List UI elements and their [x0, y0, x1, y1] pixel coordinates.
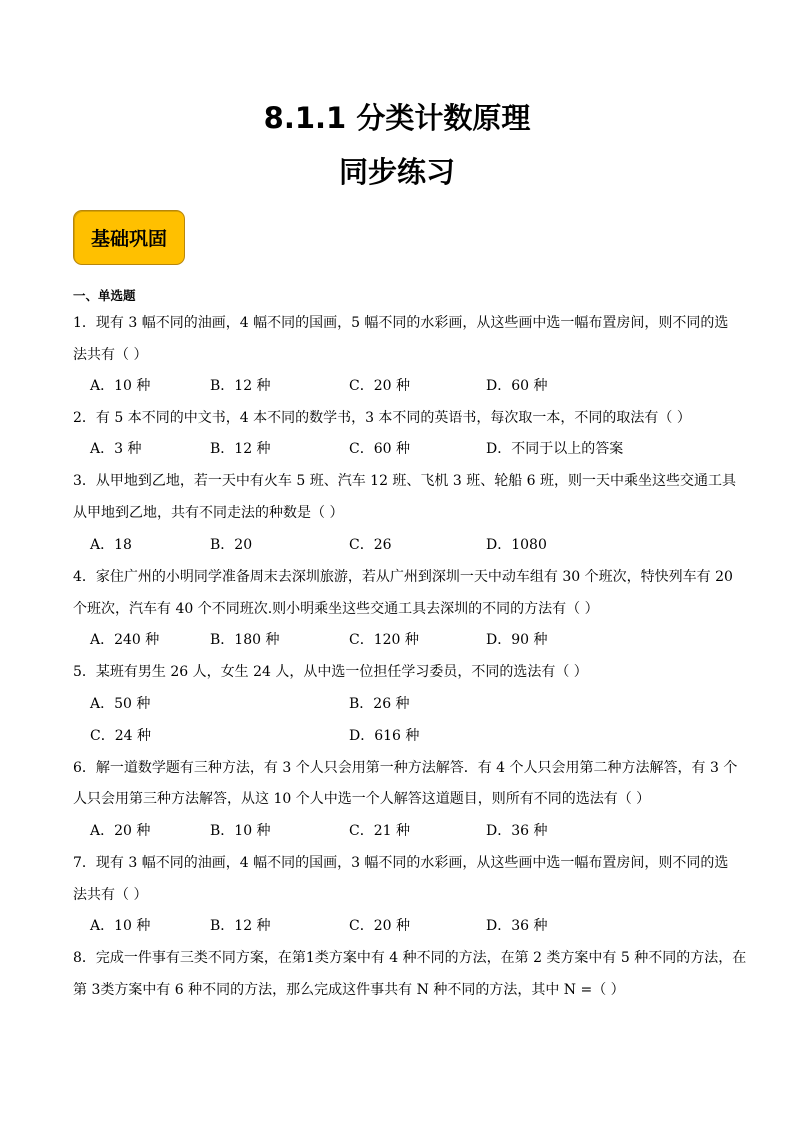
question-7-option-c: C．20 种: [349, 918, 410, 934]
question-1-option-a: A．10 种: [90, 378, 151, 394]
question-3-option-d: D．1080: [486, 537, 547, 553]
question-1-option-c: C．20 种: [349, 378, 410, 394]
question-3-line-1: 3．从甲地到乙地，若一天中有火车 5 班、汽车 12 班、飞机 3 班、轮船 6 班，则一天中乘坐这些交通工具: [73, 473, 737, 489]
question-3-option-a: A．18: [90, 537, 132, 553]
question-4-option-c: C．120 种: [349, 632, 419, 648]
question-2-option-c: C．60 种: [349, 441, 410, 457]
page-subtitle: 同步练习: [338, 155, 455, 189]
page-title: 8.1.1 分类计数原理: [263, 101, 531, 135]
question-1-option-b: B．12 种: [210, 378, 271, 394]
question-4-line-2: 个班次，汽车有 40 个不同班次.则小明乘坐这些交通工具去深圳的不同的方法有（ ）: [73, 601, 599, 617]
question-2-line-1: 2．有 5 本不同的中文书，4 本不同的数学书，3 本不同的英语书，每次取一本，不同的取法有（ ）: [73, 410, 691, 426]
question-7-line-1: 7．现有 3 幅不同的油画，4 幅不同的国画，3 幅不同的水彩画，从这些画中选一幅布置房间，则不同的选: [73, 855, 729, 871]
question-4-option-d: D．90 种: [486, 632, 548, 648]
question-8-line-1: 8．完成一件事有三类不同方案，在第1类方案中有 4 种不同的方法，在第 2 类方案中有 5 种不同的方法，在: [73, 950, 747, 966]
question-1-line-2: 法共有（ ）: [73, 347, 148, 363]
question-6-option-b: B．10 种: [210, 823, 271, 839]
question-5-line-1: 5．某班有男生 26 人，女生 24 人，从中选一位担任学习委员，不同的选法有（ ）: [73, 664, 588, 680]
question-5-option-c: C．24 种: [90, 728, 151, 744]
question-3-option-c: C．26: [349, 537, 392, 553]
question-7-option-d: D．36 种: [486, 918, 548, 934]
question-6-line-2: 人只会用第三种方法解答，从这 10 个人中选一个人解答这道题目，则所有不同的选法有（ ）: [73, 791, 651, 807]
question-4-option-b: B．180 种: [210, 632, 280, 648]
question-7-option-b: B．12 种: [210, 918, 271, 934]
question-6-line-1: 6．解一道数学题有三种方法，有 3 个人只会用第一种方法解答．有 4 个人只会用第二种方法解答，有 3 个: [73, 760, 738, 776]
question-5-option-b: B．26 种: [349, 696, 410, 712]
question-1-option-d: D．60 种: [486, 378, 548, 394]
question-3-line-2: 从甲地到乙地，共有不同走法的种数是（ ）: [73, 505, 344, 521]
section-badge: 基础巩固: [73, 210, 185, 265]
question-6-option-c: C．21 种: [349, 823, 410, 839]
question-3-option-b: B．20: [210, 537, 253, 553]
question-4-line-1: 4．家住广州的小明同学准备周末去深圳旅游，若从广州到深圳一天中动车组有 30 个班次，特快列车有 20: [73, 569, 733, 585]
question-7-line-2: 法共有（ ）: [73, 887, 148, 903]
question-2-option-b: B．12 种: [210, 441, 271, 457]
question-7-option-a: A．10 种: [90, 918, 151, 934]
question-8-line-2: 第 3类方案中有 6 种不同的方法，那么完成这件事共有 N 种不同的方法，其中 N =（ ）: [73, 982, 625, 998]
section-heading: 一、单选题: [73, 288, 136, 303]
question-6-option-a: A．20 种: [90, 823, 151, 839]
question-2-option-d: D．不同于以上的答案: [486, 441, 624, 457]
question-1-line-1: 1．现有 3 幅不同的油画，4 幅不同的国画，5 幅不同的水彩画，从这些画中选一幅布置房间，则不同的选: [73, 315, 729, 331]
question-5-option-a: A．50 种: [90, 696, 151, 712]
question-6-option-d: D．36 种: [486, 823, 548, 839]
question-5-option-d: D．616 种: [349, 728, 420, 744]
question-4-option-a: A．240 种: [90, 632, 160, 648]
question-2-option-a: A．3 种: [90, 441, 142, 457]
